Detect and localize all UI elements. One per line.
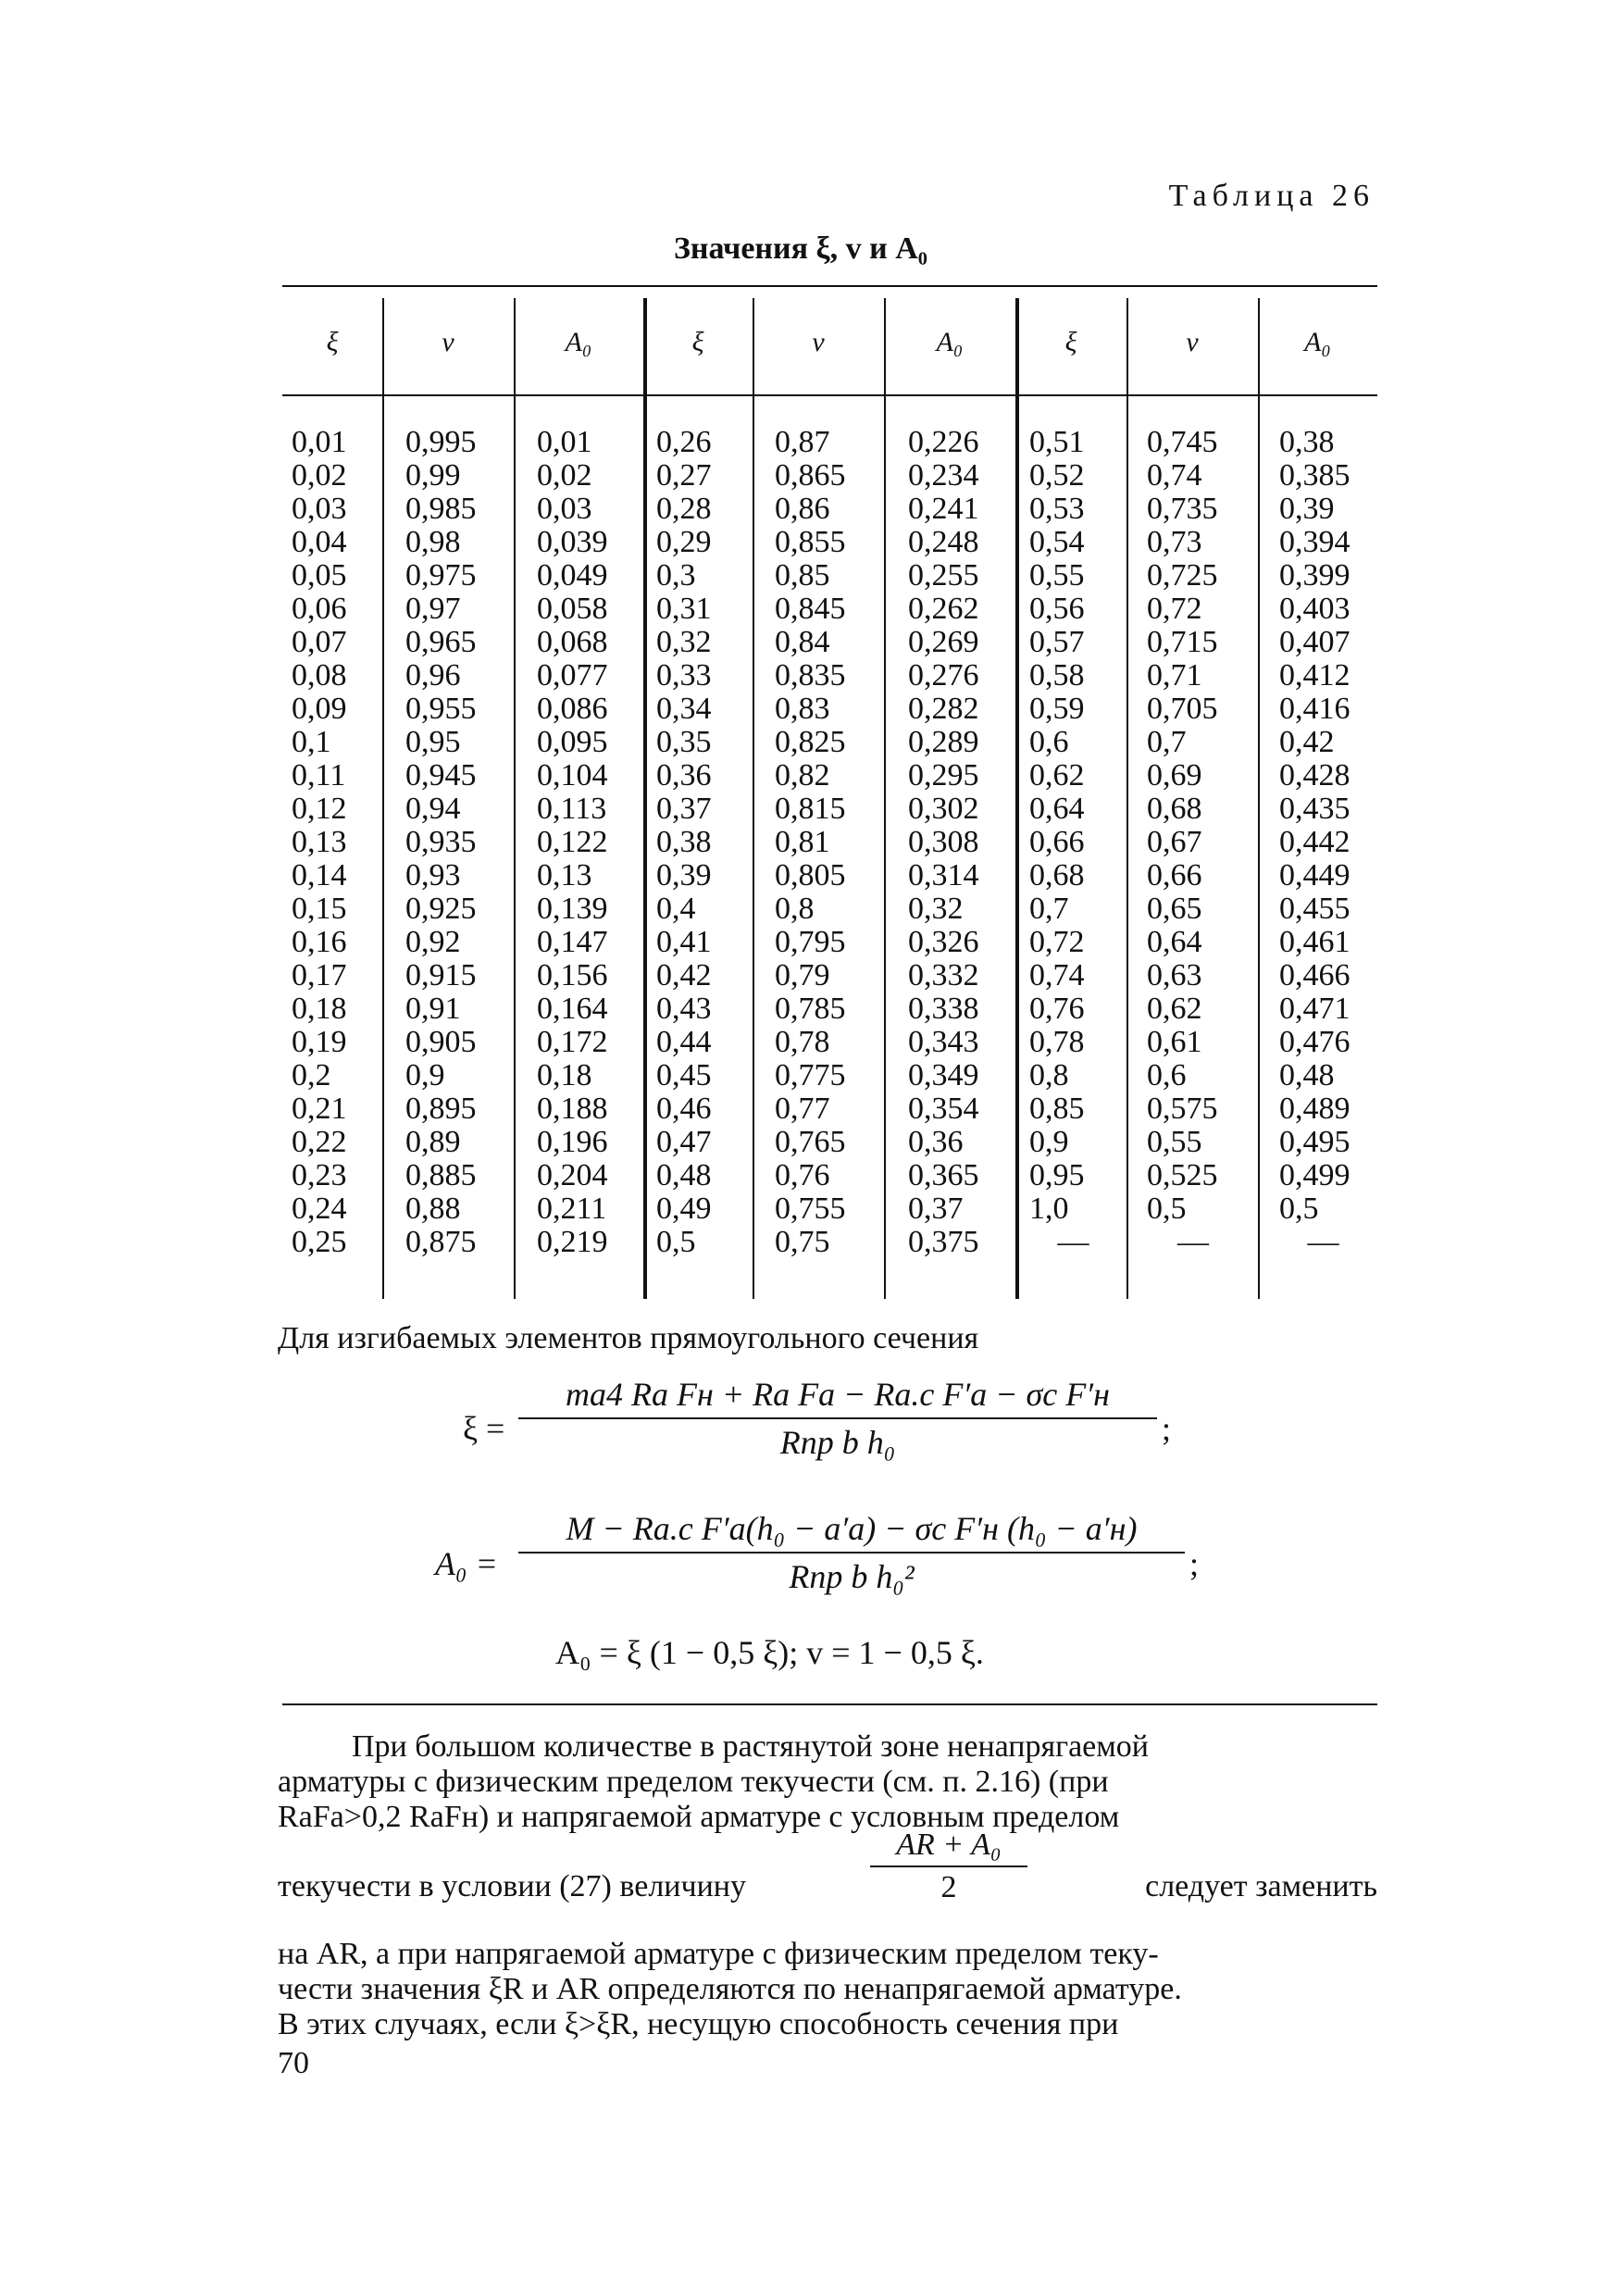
table-cell: 0,314 <box>908 858 979 892</box>
table-cell: 0,3 <box>656 558 696 593</box>
table-cell: 0,935 <box>405 825 477 859</box>
table-cell: 0,765 <box>775 1125 846 1159</box>
table-cell: 0,83 <box>775 692 830 726</box>
table-cell: 0,455 <box>1279 892 1350 926</box>
column-header-xi: ξ <box>691 327 704 357</box>
table-cell: 0,53 <box>1029 492 1085 526</box>
table-cell: 0,282 <box>908 692 979 726</box>
ar-a0-denominator: 2 <box>940 1870 957 1904</box>
paragraph-line: на AR, а при напрягаемой арматуре с физическим пределом теку- <box>278 1937 1159 1971</box>
table-cell: 0,03 <box>537 492 592 526</box>
table-cell: 0,87 <box>775 425 830 459</box>
a0-numerator: M − Rа.с F′а(h₀ − a′а) − σс F′н (h₀ − a′н) <box>566 1510 1138 1547</box>
table-cell: 0,74 <box>1147 458 1202 493</box>
table-cell: 0,17 <box>292 958 347 992</box>
table-cell: 0,55 <box>1147 1125 1202 1159</box>
table-cell: 0,241 <box>908 492 979 526</box>
table-cell: 0,196 <box>537 1125 608 1159</box>
table-cell: 0,76 <box>775 1158 830 1192</box>
table-cell: 0,38 <box>656 825 712 859</box>
table-cell: 0,255 <box>908 558 979 593</box>
column-divider <box>1258 298 1260 1299</box>
group-divider <box>643 298 647 1299</box>
table-cell: 0,095 <box>537 725 608 759</box>
table-cell: 0,965 <box>405 625 477 659</box>
column-header-v: v <box>1186 327 1199 357</box>
table-cell: 0,92 <box>405 925 461 959</box>
table-cell: 0,65 <box>1147 892 1202 926</box>
table-cell: 0,495 <box>1279 1125 1350 1159</box>
table-cell: 0,13 <box>537 858 592 892</box>
table-cell: 0,575 <box>1147 1092 1218 1126</box>
table-cell: 0,715 <box>1147 625 1218 659</box>
table-cell: 0,5 <box>656 1225 696 1259</box>
table-cell: 0,38 <box>1279 425 1335 459</box>
table-cell: 0,785 <box>775 992 846 1026</box>
table-cell: 0,23 <box>292 1158 347 1192</box>
table-cell: 0,049 <box>537 558 608 593</box>
column-a0 <box>908 426 979 1259</box>
table-cell: 0,204 <box>537 1158 608 1192</box>
table-cell: 0,295 <box>908 758 979 792</box>
paragraph-line: текучести в условии (27) величину <box>278 1869 746 1903</box>
table-cell: 0,84 <box>775 625 830 659</box>
column-header-a0: A₀ <box>1304 327 1331 357</box>
paragraph-line: арматуры с физическим пределом текучести (см. п. 2.16) (при <box>278 1765 1109 1799</box>
table-cell: 0,01 <box>537 425 592 459</box>
table-cell: 0,845 <box>775 592 846 626</box>
table-cell: 0,33 <box>656 658 712 693</box>
table-cell: 0,226 <box>908 425 979 459</box>
column-xi <box>292 426 347 1259</box>
column-header-v: v <box>442 327 454 357</box>
table-cell: 0,44 <box>656 1025 712 1059</box>
table-cell: 0,27 <box>656 458 712 493</box>
table-cell: 0,35 <box>656 725 712 759</box>
table-cell: 0,077 <box>537 658 608 693</box>
table-cell: 0,21 <box>292 1092 347 1126</box>
table-cell: 0,9 <box>405 1058 445 1092</box>
table-cell: 0,407 <box>1279 625 1350 659</box>
values-table <box>282 285 1377 1299</box>
table-cell: 0,9 <box>1029 1125 1069 1159</box>
table-cell: 0,73 <box>1147 525 1202 559</box>
table-cell: 0,66 <box>1147 858 1202 892</box>
paragraph-line: RаFа>0,2 RаFн) и напрягаемой арматуре с условным пределом <box>278 1800 1120 1834</box>
table-cell: 0,113 <box>537 792 607 826</box>
table-cell: 0,76 <box>1029 992 1085 1026</box>
table-cell: 0,5 <box>1279 1192 1319 1226</box>
a0-denominator: Rпр b h₀² <box>789 1558 915 1595</box>
table-cell: 0,18 <box>292 992 347 1026</box>
table-cell: 0,75 <box>775 1225 830 1259</box>
table-cell: 0,895 <box>405 1092 477 1126</box>
column-header-xi: ξ <box>326 327 339 357</box>
table-cell: 0,795 <box>775 925 846 959</box>
table-cell: 0,2 <box>292 1058 331 1092</box>
table-cell: 0,34 <box>656 692 712 726</box>
table-cell: 0,03 <box>292 492 347 526</box>
a0-formula-fraction <box>518 1509 1185 1596</box>
table-cell: 0,77 <box>775 1092 830 1126</box>
table-cell: 0,412 <box>1279 658 1350 693</box>
table-cell: 0,343 <box>908 1025 979 1059</box>
table-cell: 0,29 <box>656 525 712 559</box>
table-cell: 0,55 <box>1029 558 1085 593</box>
table-cell: 0,67 <box>1147 825 1202 859</box>
table-cell: 0,82 <box>775 758 830 792</box>
table-cell: 0,15 <box>292 892 347 926</box>
paragraph-line: следует заменить <box>1145 1869 1377 1903</box>
table-cell: 0,91 <box>405 992 461 1026</box>
table-cell: 0,945 <box>405 758 477 792</box>
table-cell: 0,64 <box>1147 925 1202 959</box>
table-cell: 0,28 <box>656 492 712 526</box>
table-cell: 0,815 <box>775 792 846 826</box>
column-divider <box>884 298 886 1299</box>
table-cell: 0,43 <box>656 992 712 1026</box>
column-v <box>405 426 477 1259</box>
table-cell: 0,62 <box>1029 758 1085 792</box>
table-top-rule <box>282 285 1377 287</box>
table-cell: 0,164 <box>537 992 608 1026</box>
table-cell: 0,79 <box>775 958 830 992</box>
table-cell: 0,68 <box>1147 792 1202 826</box>
table-cell: 0,985 <box>405 492 477 526</box>
a0-formula-end: ; <box>1189 1545 1200 1582</box>
table-cell: 0,32 <box>656 625 712 659</box>
table-cell: 0,97 <box>405 592 461 626</box>
column-header-xi: ξ <box>1064 327 1077 357</box>
table-cell: 0,156 <box>537 958 608 992</box>
table-cell: 0,89 <box>405 1125 461 1159</box>
table-cell: 0,09 <box>292 692 347 726</box>
table-cell: 0,8 <box>775 892 815 926</box>
table-cell: 1,0 <box>1029 1192 1069 1226</box>
table-cell: 0,48 <box>1279 1058 1335 1092</box>
table-cell: 0,332 <box>908 958 979 992</box>
table-cell: 0,725 <box>1147 558 1218 593</box>
table-cell: 0,64 <box>1029 792 1085 826</box>
table-cell: 0,42 <box>656 958 712 992</box>
table-cell: 0,39 <box>656 858 712 892</box>
table-cell: — <box>1057 1225 1089 1259</box>
group-divider <box>1015 298 1019 1299</box>
table-cell: 0,45 <box>656 1058 712 1092</box>
table-cell: 0,7 <box>1147 725 1187 759</box>
table-cell: 0,26 <box>656 425 712 459</box>
column-header-v: v <box>812 327 825 357</box>
column-divider <box>514 298 516 1299</box>
table-cell: 0,755 <box>775 1192 846 1226</box>
column-v <box>775 426 846 1259</box>
table-cell: 0,95 <box>405 725 461 759</box>
table-cell: 0,104 <box>537 758 608 792</box>
table-cell: 0,78 <box>1029 1025 1085 1059</box>
table-cell: 0,403 <box>1279 592 1350 626</box>
table-cell: 0,41 <box>656 925 712 959</box>
table-cell: 0,855 <box>775 525 846 559</box>
table-cell: 0,37 <box>908 1192 964 1226</box>
table-cell: 0,81 <box>775 825 830 859</box>
table-cell: 0,476 <box>1279 1025 1350 1059</box>
ar-a0-numerator: AR + A₀ <box>896 1828 1002 1862</box>
xi-formula-end: ; <box>1162 1410 1172 1447</box>
table-cell: 0,399 <box>1279 558 1350 593</box>
table-cell: 0,47 <box>656 1125 712 1159</box>
table-cell: 0,32 <box>908 892 964 926</box>
table-cell: — <box>1177 1225 1209 1259</box>
table-cell: 0,52 <box>1029 458 1085 493</box>
table-cell: 0,88 <box>405 1192 461 1226</box>
table-cell: 0,51 <box>1029 425 1085 459</box>
table-cell: 0,995 <box>405 425 477 459</box>
table-cell: 0,039 <box>537 525 608 559</box>
table-cell: 0,02 <box>292 458 347 493</box>
table-cell: 0,57 <box>1029 625 1085 659</box>
table-cell: — <box>1307 1225 1339 1259</box>
table-cell: 0,7 <box>1029 892 1069 926</box>
table-cell: 0,01 <box>292 425 347 459</box>
table-cell: 0,25 <box>292 1225 347 1259</box>
table-cell: 0,6 <box>1029 725 1069 759</box>
table-cell: 0,211 <box>537 1192 607 1226</box>
table-cell: 0,1 <box>292 725 331 759</box>
table-cell: 0,354 <box>908 1092 979 1126</box>
table-cell: 0,85 <box>1029 1092 1085 1126</box>
table-cell: 0,8 <box>1029 1058 1069 1092</box>
table-cell: 0,525 <box>1147 1158 1218 1192</box>
table-cell: 0,68 <box>1029 858 1085 892</box>
table-cell: 0,365 <box>908 1158 979 1192</box>
column-header-a0: A₀ <box>565 327 592 357</box>
column-xi <box>1029 426 1117 1259</box>
table-header-rule <box>282 394 1377 396</box>
fraction-bar <box>518 1552 1185 1554</box>
xi-denominator: Rпр b h₀ <box>779 1424 896 1461</box>
table-cell: 0,865 <box>775 458 846 493</box>
table-cell: 0,466 <box>1279 958 1350 992</box>
table-cell: 0,955 <box>405 692 477 726</box>
table-cell: 0,6 <box>1147 1058 1187 1092</box>
fraction-bar <box>870 1866 1027 1867</box>
table-cell: 0,172 <box>537 1025 608 1059</box>
table-cell: 0,471 <box>1279 992 1350 1026</box>
table-cell: 0,14 <box>292 858 347 892</box>
column-divider <box>1126 298 1128 1299</box>
table-cell: 0,825 <box>775 725 846 759</box>
page-number: 70 <box>278 2046 309 2080</box>
table-cell: 0,461 <box>1279 925 1350 959</box>
table-cell: 0,262 <box>908 592 979 626</box>
table-cell: 0,58 <box>1029 658 1085 693</box>
table-cell: 0,735 <box>1147 492 1218 526</box>
table-cell: 0,925 <box>405 892 477 926</box>
table-cell: 0,875 <box>405 1225 477 1259</box>
table-cell: 0,22 <box>292 1125 347 1159</box>
table-cell: 0,66 <box>1029 825 1085 859</box>
table-cell: 0,122 <box>537 825 608 859</box>
table-cell: 0,269 <box>908 625 979 659</box>
column-a0 <box>1279 426 1367 1259</box>
table-cell: 0,905 <box>405 1025 477 1059</box>
table-cell: 0,24 <box>292 1192 347 1226</box>
table-cell: 0,915 <box>405 958 477 992</box>
relations-formula: A₀ = ξ (1 − 0,5 ξ); v = 1 − 0,5 ξ. <box>555 1634 984 1671</box>
table-cell: 0,07 <box>292 625 347 659</box>
xi-formula-lhs: ξ = <box>463 1410 505 1447</box>
table-cell: 0,775 <box>775 1058 846 1092</box>
table-cell: 0,745 <box>1147 425 1218 459</box>
table-cell: 0,058 <box>537 592 608 626</box>
table-cell: 0,705 <box>1147 692 1218 726</box>
table-cell: 0,72 <box>1029 925 1085 959</box>
table-cell: 0,139 <box>537 892 608 926</box>
table-cell: 0,54 <box>1029 525 1085 559</box>
table-cell: 0,326 <box>908 925 979 959</box>
column-divider <box>753 298 754 1299</box>
section-rule <box>282 1703 1377 1705</box>
table-cell: 0,068 <box>537 625 608 659</box>
table-cell: 0,94 <box>405 792 461 826</box>
table-cell: 0,12 <box>292 792 347 826</box>
table-cell: 0,248 <box>908 525 979 559</box>
table-cell: 0,442 <box>1279 825 1350 859</box>
table-cell: 0,74 <box>1029 958 1085 992</box>
xi-numerator: mа4 Rа Fн + Rа Fа − Rа.с F′а − σс F′н <box>566 1376 1110 1413</box>
table-cell: 0,59 <box>1029 692 1085 726</box>
table-cell: 0,39 <box>1279 492 1335 526</box>
formula-intro: Для изгибаемых элементов прямоугольного сечения <box>278 1321 979 1355</box>
table-cell: 0,95 <box>1029 1158 1085 1192</box>
table-cell: 0,18 <box>537 1058 592 1092</box>
table-cell: 0,308 <box>908 825 979 859</box>
table-cell: 0,72 <box>1147 592 1202 626</box>
table-cell: 0,394 <box>1279 525 1350 559</box>
paragraph-line: В этих случаях, если ξ>ξR, несущую способность сечения при <box>278 2007 1119 2041</box>
table-cell: 0,338 <box>908 992 979 1026</box>
table-cell: 0,435 <box>1279 792 1350 826</box>
table-cell: 0,489 <box>1279 1092 1350 1126</box>
column-xi <box>656 426 712 1259</box>
table-cell: 0,416 <box>1279 692 1350 726</box>
table-cell: 0,96 <box>405 658 461 693</box>
table-cell: 0,805 <box>775 858 846 892</box>
table-cell: 0,835 <box>775 658 846 693</box>
table-cell: 0,36 <box>908 1125 964 1159</box>
table-cell: 0,61 <box>1147 1025 1202 1059</box>
table-cell: 0,46 <box>656 1092 712 1126</box>
table-cell: 0,71 <box>1147 658 1202 693</box>
table-cell: 0,086 <box>537 692 608 726</box>
table-cell: 0,219 <box>537 1225 608 1259</box>
column-a0 <box>537 426 608 1259</box>
table-cell: 0,234 <box>908 458 979 493</box>
table-cell: 0,499 <box>1279 1158 1350 1192</box>
column-divider <box>382 298 384 1299</box>
table-cell: 0,276 <box>908 658 979 693</box>
table-cell: 0,13 <box>292 825 347 859</box>
table-cell: 0,08 <box>292 658 347 693</box>
table-cell: 0,98 <box>405 525 461 559</box>
column-header-a0: A₀ <box>936 327 964 357</box>
table-label: Таблица 26 <box>1168 179 1375 213</box>
table-cell: 0,885 <box>405 1158 477 1192</box>
table-cell: 0,49 <box>656 1192 712 1226</box>
ar-a0-fraction <box>870 1828 1027 1904</box>
table-cell: 0,05 <box>292 558 347 593</box>
table-cell: 0,289 <box>908 725 979 759</box>
table-cell: 0,4 <box>656 892 696 926</box>
paragraph-line: При большом количестве в растянутой зоне ненапрягаемой <box>352 1729 1149 1764</box>
table-cell: 0,56 <box>1029 592 1085 626</box>
table-cell: 0,147 <box>537 925 608 959</box>
table-cell: 0,302 <box>908 792 979 826</box>
table-caption: Значения ξ, v и A₀ <box>673 231 927 266</box>
table-cell: 0,99 <box>405 458 461 493</box>
table-cell: 0,37 <box>656 792 712 826</box>
fraction-bar <box>518 1417 1157 1419</box>
table-cell: 0,188 <box>537 1092 608 1126</box>
table-cell: 0,375 <box>908 1225 979 1259</box>
table-cell: 0,31 <box>656 592 712 626</box>
paragraph-line: чести значения ξR и AR определяются по ненапрягаемой арматуре. <box>278 1972 1182 2006</box>
table-cell: 0,11 <box>292 758 346 792</box>
table-cell: 0,975 <box>405 558 477 593</box>
xi-formula-fraction <box>518 1375 1157 1462</box>
table-cell: 0,78 <box>775 1025 830 1059</box>
table-cell: 0,48 <box>656 1158 712 1192</box>
column-v <box>1147 426 1239 1259</box>
table-cell: 0,85 <box>775 558 830 593</box>
table-cell: 0,06 <box>292 592 347 626</box>
table-cell: 0,02 <box>537 458 592 493</box>
table-cell: 0,5 <box>1147 1192 1187 1226</box>
table-cell: 0,385 <box>1279 458 1350 493</box>
table-cell: 0,04 <box>292 525 347 559</box>
table-cell: 0,69 <box>1147 758 1202 792</box>
table-cell: 0,86 <box>775 492 830 526</box>
table-cell: 0,93 <box>405 858 461 892</box>
table-cell: 0,16 <box>292 925 347 959</box>
table-cell: 0,19 <box>292 1025 347 1059</box>
table-cell: 0,42 <box>1279 725 1335 759</box>
table-cell: 0,428 <box>1279 758 1350 792</box>
table-cell: 0,63 <box>1147 958 1202 992</box>
table-cell: 0,62 <box>1147 992 1202 1026</box>
table-cell: 0,349 <box>908 1058 979 1092</box>
a0-formula-lhs: A₀ = <box>435 1545 498 1582</box>
table-cell: 0,36 <box>656 758 712 792</box>
table-cell: 0,449 <box>1279 858 1350 892</box>
